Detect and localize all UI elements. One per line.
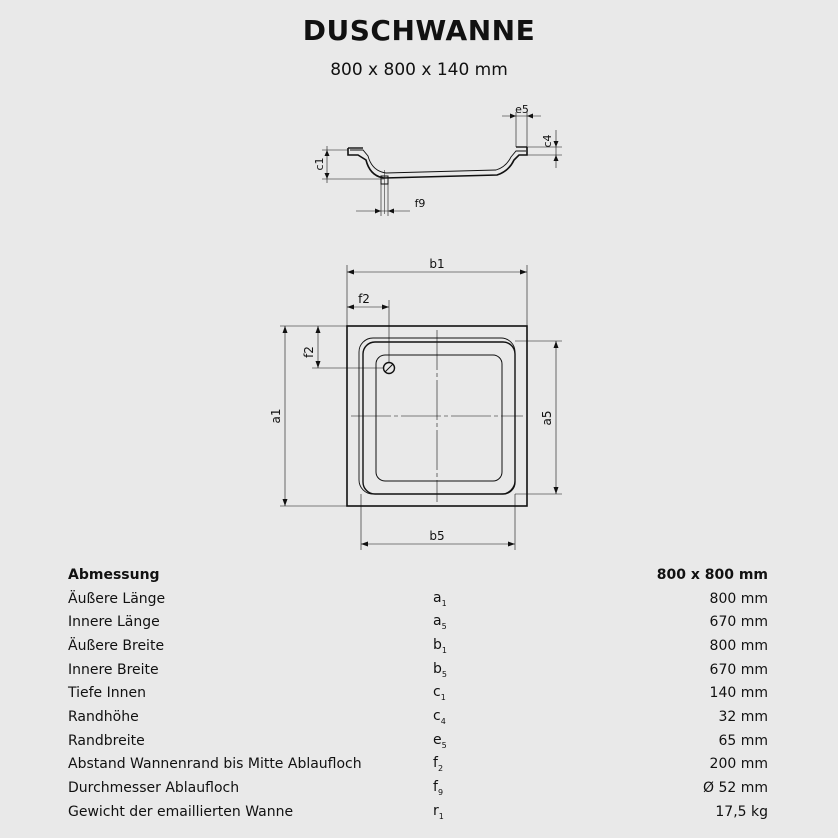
spec-row-value: 800 mm	[709, 637, 768, 654]
spec-row-label: Randhöhe	[68, 708, 139, 725]
symbol-letter: c	[433, 684, 441, 701]
symbol-letter: b	[433, 660, 442, 677]
spec-row-symbol	[433, 658, 533, 682]
spec-row-label: Tiefe Innen	[68, 685, 146, 702]
label-b5: b5	[429, 529, 445, 543]
tub-basin	[363, 342, 515, 494]
symbol-subscript: 5	[441, 740, 447, 750]
symbol-subscript: 1	[441, 645, 447, 655]
spec-row-label: Innere Länge	[68, 614, 160, 631]
spec-row	[68, 610, 768, 634]
symbol-letter: f	[433, 779, 438, 796]
symbol-subscript: 9	[437, 788, 444, 798]
symbol-subscript: 1	[440, 693, 446, 703]
spec-row	[68, 705, 768, 729]
label-a5: a5	[540, 410, 554, 426]
spec-row-label: Gewicht der emaillierten Wanne	[68, 803, 294, 820]
tub-section-inner	[350, 150, 526, 173]
spec-row-symbol	[433, 800, 533, 824]
label-a1: a1	[269, 408, 283, 424]
spec-row-label: Abstand Wannenrand bis Mitte Ablaufloch	[68, 756, 362, 773]
spec-row	[68, 634, 768, 658]
spec-row-value: 32 mm	[718, 708, 768, 725]
section-view	[322, 112, 562, 216]
label-c1: c1	[313, 157, 326, 171]
spec-row-label: Randbreite	[68, 732, 145, 749]
spec-row	[68, 800, 768, 824]
spec-row-symbol	[433, 681, 533, 705]
tub-section-profile	[348, 147, 527, 178]
label-f2-top: f2	[358, 292, 370, 306]
symbol-letter: c	[433, 707, 441, 724]
spec-header-value: 800 x 800 mm	[656, 566, 768, 583]
spec-row-symbol	[433, 729, 533, 753]
symbol-subscript: 1	[441, 598, 447, 608]
spec-row-value: 17,5 kg	[715, 803, 768, 820]
symbol-subscript: 1	[438, 811, 444, 821]
spec-row-symbol	[433, 705, 533, 729]
spec-header-row	[68, 563, 768, 587]
label-f9: f9	[414, 197, 426, 210]
symbol-subscript: 2	[437, 764, 444, 774]
spec-row-value: 800 mm	[709, 590, 768, 607]
spec-row-value: 670 mm	[709, 661, 768, 678]
symbol-letter: r	[433, 802, 439, 819]
spec-row-value: Ø 52 mm	[702, 780, 768, 797]
spec-row-value: 65 mm	[718, 732, 768, 749]
spec-header-label: Abmessung	[68, 566, 160, 583]
label-c4: c4	[541, 134, 554, 148]
spec-row	[68, 729, 768, 753]
spec-row	[68, 658, 768, 682]
plan-view	[280, 265, 562, 550]
spec-row-symbol	[433, 634, 533, 658]
spec-row-symbol	[433, 610, 533, 634]
spec-row-label: Äußere Länge	[68, 590, 166, 607]
spec-table	[68, 563, 768, 824]
spec-row-symbol	[433, 587, 533, 611]
symbol-subscript: 4	[440, 716, 446, 726]
symbol-letter: f	[433, 755, 438, 772]
spec-row-value: 140 mm	[709, 685, 768, 702]
spec-row	[68, 681, 768, 705]
page-title: DUSCHWANNE	[302, 14, 536, 47]
dimension-arrows	[283, 114, 559, 547]
spec-row	[68, 776, 768, 800]
page-subtitle: 800 x 800 x 140 mm	[330, 60, 508, 80]
spec-row-symbol	[433, 753, 533, 777]
spec-row-value: 670 mm	[709, 614, 768, 631]
spec-row-value: 200 mm	[709, 756, 768, 773]
spec-row-label: Durchmesser Ablaufloch	[68, 780, 240, 797]
tub-basin-floor	[376, 355, 502, 481]
symbol-letter: a	[433, 613, 442, 630]
symbol-letter: b	[433, 636, 442, 653]
symbol-letter: e	[433, 731, 442, 748]
spec-row-label: Innere Breite	[68, 661, 159, 678]
symbol-subscript: 5	[441, 669, 447, 679]
spec-row-label: Äußere Breite	[68, 637, 165, 654]
spec-row	[68, 753, 768, 777]
label-f2-side: f2	[302, 346, 316, 358]
symbol-letter: a	[433, 589, 442, 606]
spec-row	[68, 587, 768, 611]
label-e5: e5	[515, 103, 529, 116]
symbol-subscript: 5	[441, 622, 447, 632]
spec-row-symbol	[433, 776, 533, 800]
label-b1: b1	[429, 257, 445, 271]
